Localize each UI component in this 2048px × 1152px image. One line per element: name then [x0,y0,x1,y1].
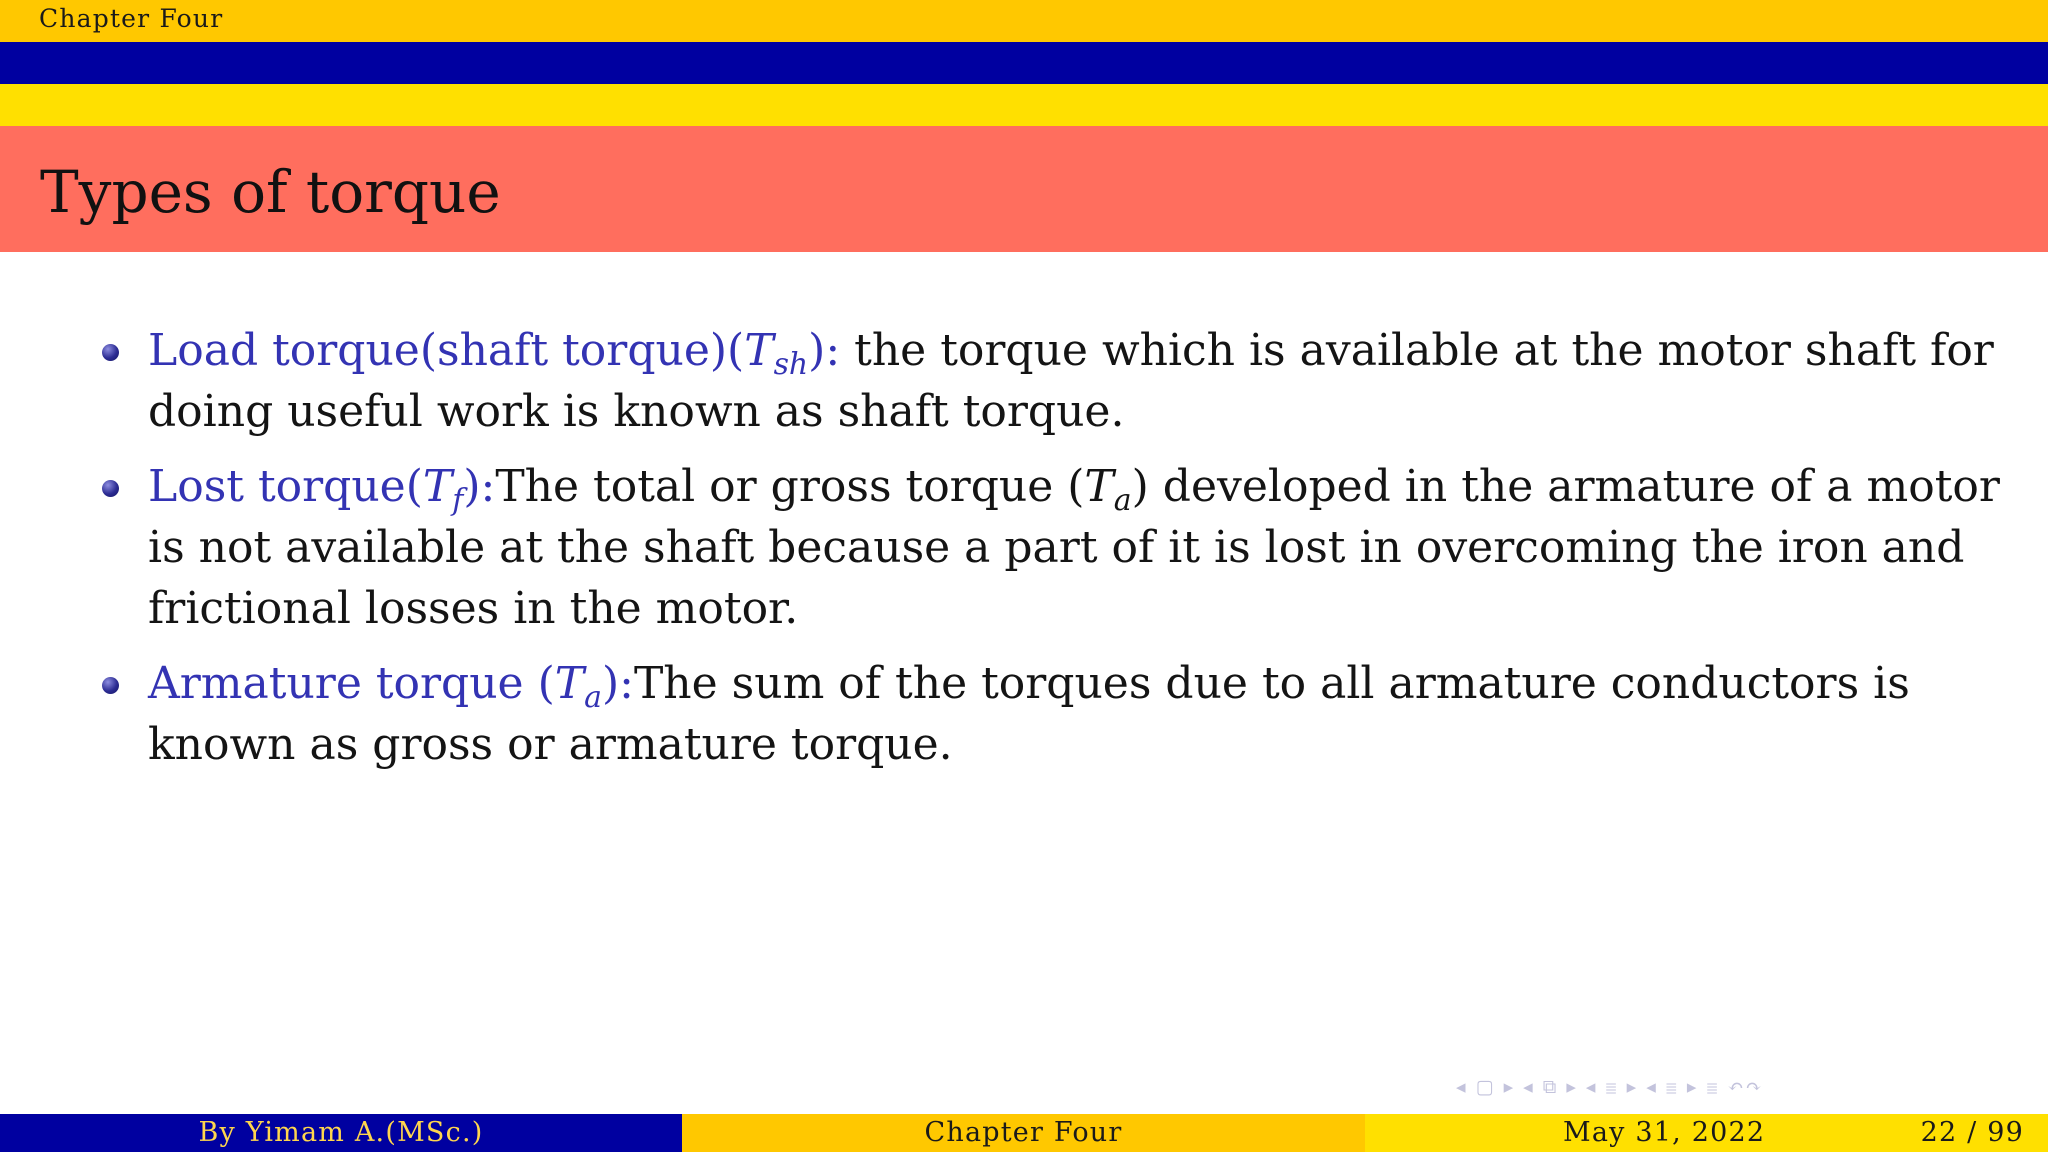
bullet-icon [102,344,119,361]
header-chapter-bar [0,0,2048,42]
item-text: the torque which is available at the motor shaft for doing useful work is known as shaft torque. [148,325,1994,437]
list-item [99,320,2009,442]
bullet-icon [102,677,119,694]
footer-author [0,1114,682,1152]
header-spacer-bar [0,84,2048,126]
item-text: The total or gross torque $(T_a)$ developed in the armature of a motor is not available at the shaft because a part of it is lost in overcoming the iron and frictional losses in the motor. [148,461,2000,634]
item-text: The sum of the torques due to all armature conductors is known as gross or armature torque. [148,658,1910,770]
footer-date-page [1365,1114,2048,1152]
header-section-bar [0,42,2048,84]
term-label: Armature torque $(T_a)$: [148,658,634,715]
list-item [99,456,2009,639]
frame-title-bar [0,126,2048,252]
footer-chapter [682,1114,1365,1152]
term-label: Lost $torque(T_f)$: [148,461,496,518]
footer-author-text: By Yimam A.(MSc.) [198,1117,484,1148]
footer-chapter-text: Chapter Four [924,1117,1123,1148]
list-item [99,653,2009,775]
term-label: Load torque(shaft $torque)(T_{sh})$: [148,325,841,382]
bullet-icon [102,480,119,497]
header-chapter-title[interactable]: Chapter Four [39,4,224,33]
footer-page-number: 22 / 99 [1920,1117,2024,1148]
bullet-list [99,320,2009,789]
navigation-symbols[interactable]: ◂ ▢ ▸ ◂ ⧉ ▸ ◂ ≣ ▸ ◂ ≣ ▸ ≣ ↶↷ [1456,1076,1764,1098]
slide-title: Types of torque [40,158,501,226]
footer-date: May 31, 2022 [1563,1117,1766,1148]
